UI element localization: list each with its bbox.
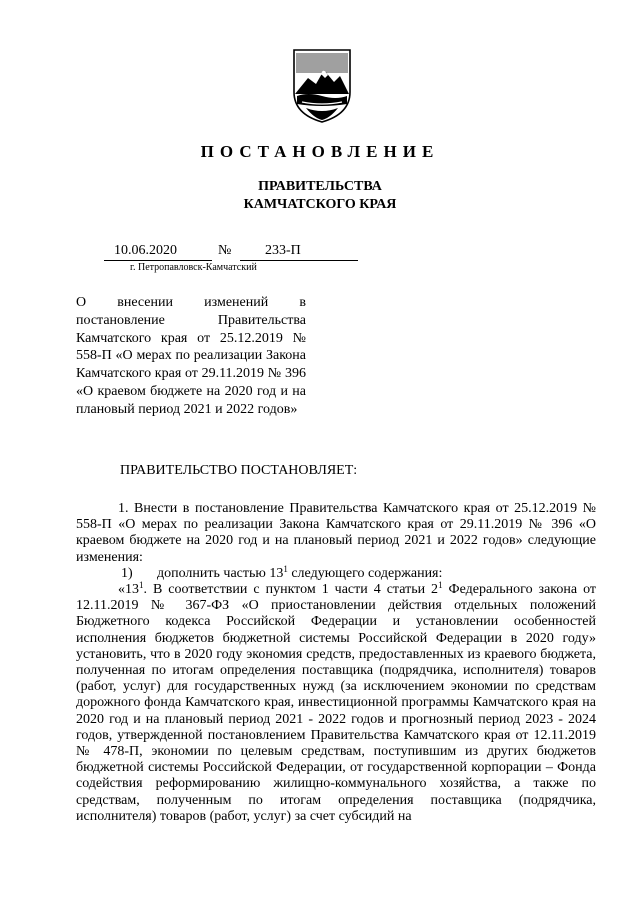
- superscript: 1: [438, 580, 443, 591]
- decree-heading: ПРАВИТЕЛЬСТВО ПОСТАНОВЛЯЕТ:: [120, 463, 358, 478]
- kamchatka-coat-of-arms-icon: [292, 44, 352, 124]
- paragraph-3-start: «13: [118, 582, 139, 598]
- number-underline: [240, 260, 358, 261]
- document-date: 10.06.2020: [114, 243, 177, 258]
- document-body: [76, 501, 596, 825]
- list-item-text: дополнить частью 13: [157, 565, 284, 581]
- document-title: ПОСТАНОВЛЕНИЕ: [200, 142, 440, 161]
- document-subject: О внесении изменений в постановление Правительства Камчатского края от 25.12.2019 № 558-П «О мерах по реализации Закона Камчатского края от 29.11.2019 № 396 «О краевом бюджете на 2020 год и на плановый период 2021 и 2022 годов»: [76, 295, 306, 417]
- list-item-text-end: следующего содержания:: [287, 565, 443, 581]
- list-item-number: 1): [121, 565, 133, 581]
- superscript: 1: [283, 563, 288, 574]
- paragraph-3-mid: . В соответствии с пунктом 1 части 4 статьи 2: [143, 582, 439, 598]
- superscript: 1: [139, 580, 144, 591]
- date-underline: [104, 260, 212, 261]
- issuer-line-1: ПРАВИТЕЛЬСТВА: [258, 179, 382, 194]
- issuer-block: [0, 178, 640, 214]
- paragraph-3: [76, 582, 596, 825]
- paragraph-3-text: Федерального закона от 12.11.2019 № 367-ФЗ «О приостановлении действия отдельных положений Бюджетного кодекса Российской Федерации и установлении особенностей исполнения бюджетов бюджетной системы Российской Федерации в 2020 году» установить, что в 2020 году экономия средств, предоставленных из краевого бюджета, полученная по итогам определения поставщика (подрядчика, исполнителя) товаров (работ, услуг) для государственных нужд (за исключением экономии по средствам дорожного фонда Камчатского края, инвестиционной программы Камчатского края на 2020 год и на плановый период 2021 - 2022 годов и прогнозный период 2023 - 2024 годов, утвержденной постановлением Правительства Камчатского края от 12.11.2019 № 478-П, экономии по целевым средствам, поступившим из других бюджетов бюджетной системы Российской Федерации, от государственной корпорации – Фонда содействия реформированию жилищно-коммунального хозяйства, а также по средствам, полученным по итогам определения поставщика (подрядчика, исполнителя) товаров (работ, услуг) за счет субсидий на: [76, 582, 597, 824]
- document-number: 233-П: [265, 243, 301, 258]
- list-item: [76, 563, 596, 582]
- paragraph-1: 1. Внести в постановление Правительства Камчатского края от 25.12.2019 № 558-П «О мерах по реализации Закона Камчатского края от 29.11.2019 № 396 «О краевом бюджете на 2020 год и на плановый период 2021 и 2022 годов» следующие изменения:: [76, 501, 596, 565]
- issuer-line-2: КАМЧАТСКОГО КРАЯ: [243, 197, 397, 212]
- number-sign: №: [218, 243, 232, 258]
- document-city: г. Петропавловск-Камчатский: [130, 262, 257, 273]
